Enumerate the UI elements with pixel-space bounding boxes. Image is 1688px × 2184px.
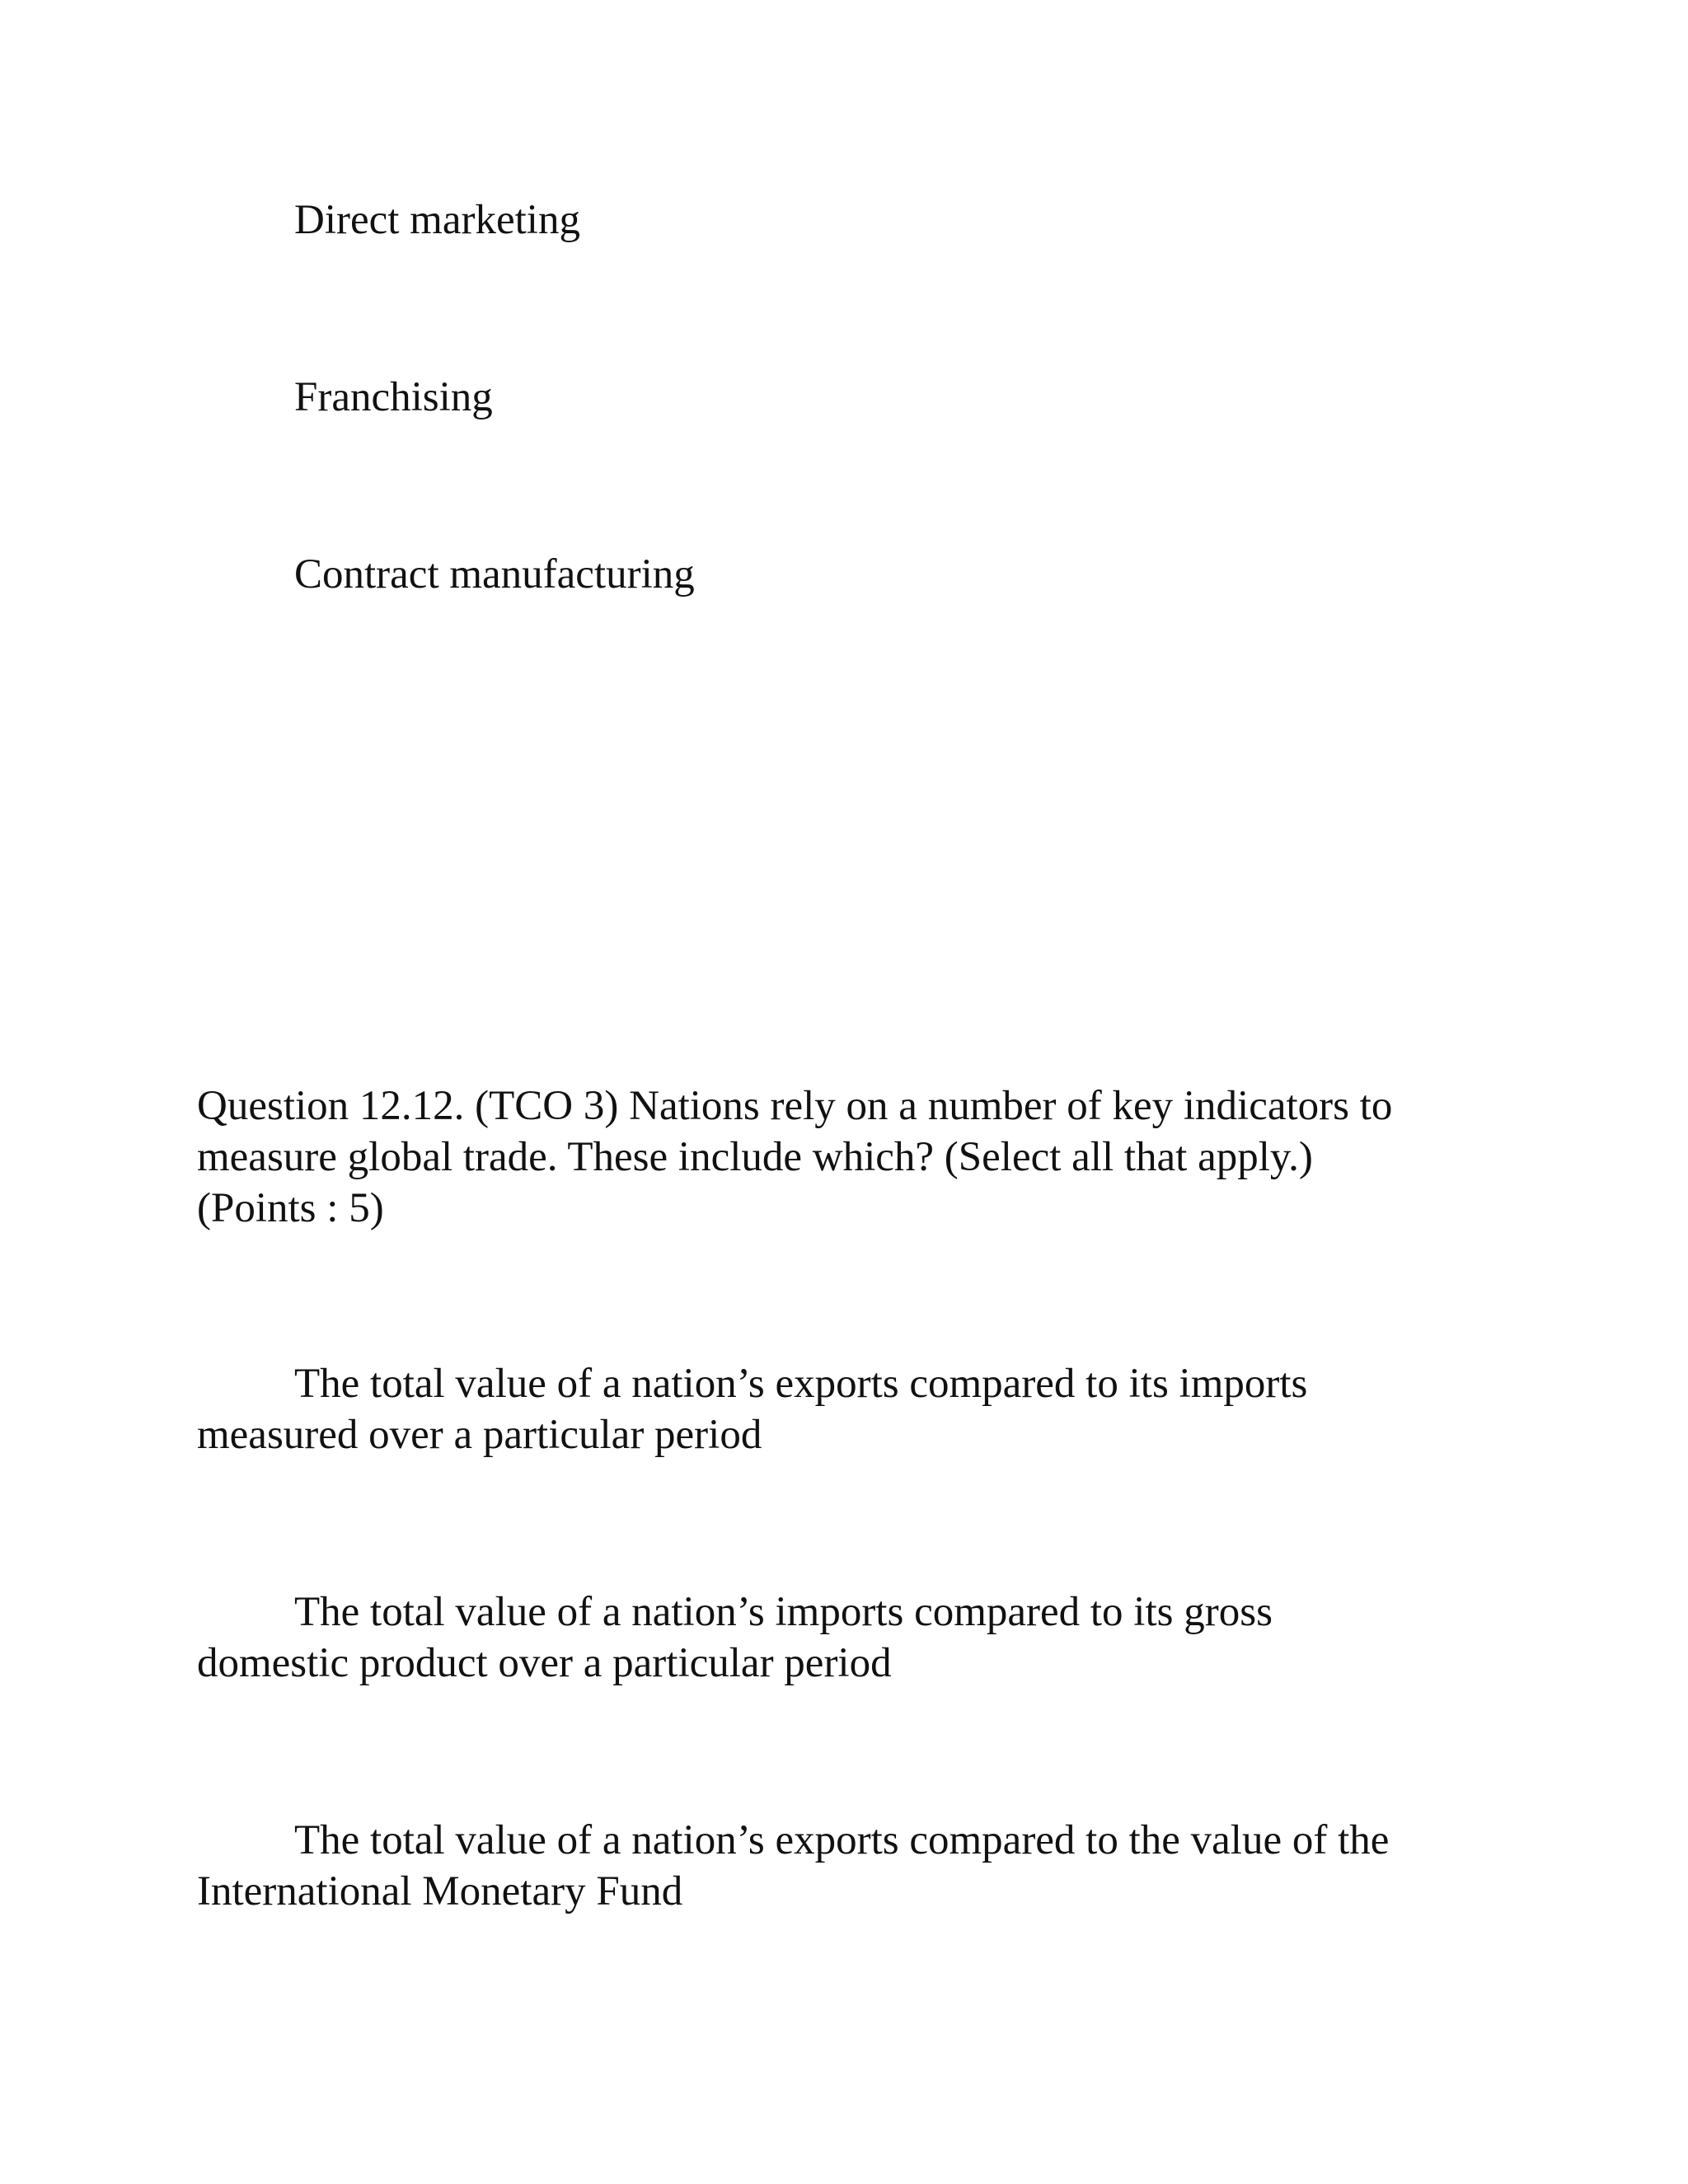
- answer-3-line-2: International Monetary Fund: [197, 1868, 683, 1915]
- answer-3-line-1: The total value of a nation’s exports compared to the value of the: [294, 1817, 1390, 1863]
- question-points: (Points : 5): [197, 1185, 384, 1231]
- answer-2-line-2: domestic product over a particular period: [197, 1640, 892, 1686]
- question-text-line-2: measure global trade. These include which? (Select all that apply.): [197, 1134, 1313, 1180]
- answer-2-line-1: The total value of a nation’s imports compared to its gross: [294, 1589, 1273, 1635]
- question-text-line-1: Question 12.12. (TCO 3) Nations rely on a number of key indicators to: [197, 1083, 1393, 1129]
- option-franchising: Franchising: [294, 374, 493, 420]
- answer-1-line-2: measured over a particular period: [197, 1412, 762, 1458]
- option-direct-marketing: Direct marketing: [294, 197, 580, 243]
- answer-1-line-1: The total value of a nation’s exports compared to its imports: [294, 1361, 1308, 1407]
- option-contract-manufacturing: Contract manufacturing: [294, 551, 695, 598]
